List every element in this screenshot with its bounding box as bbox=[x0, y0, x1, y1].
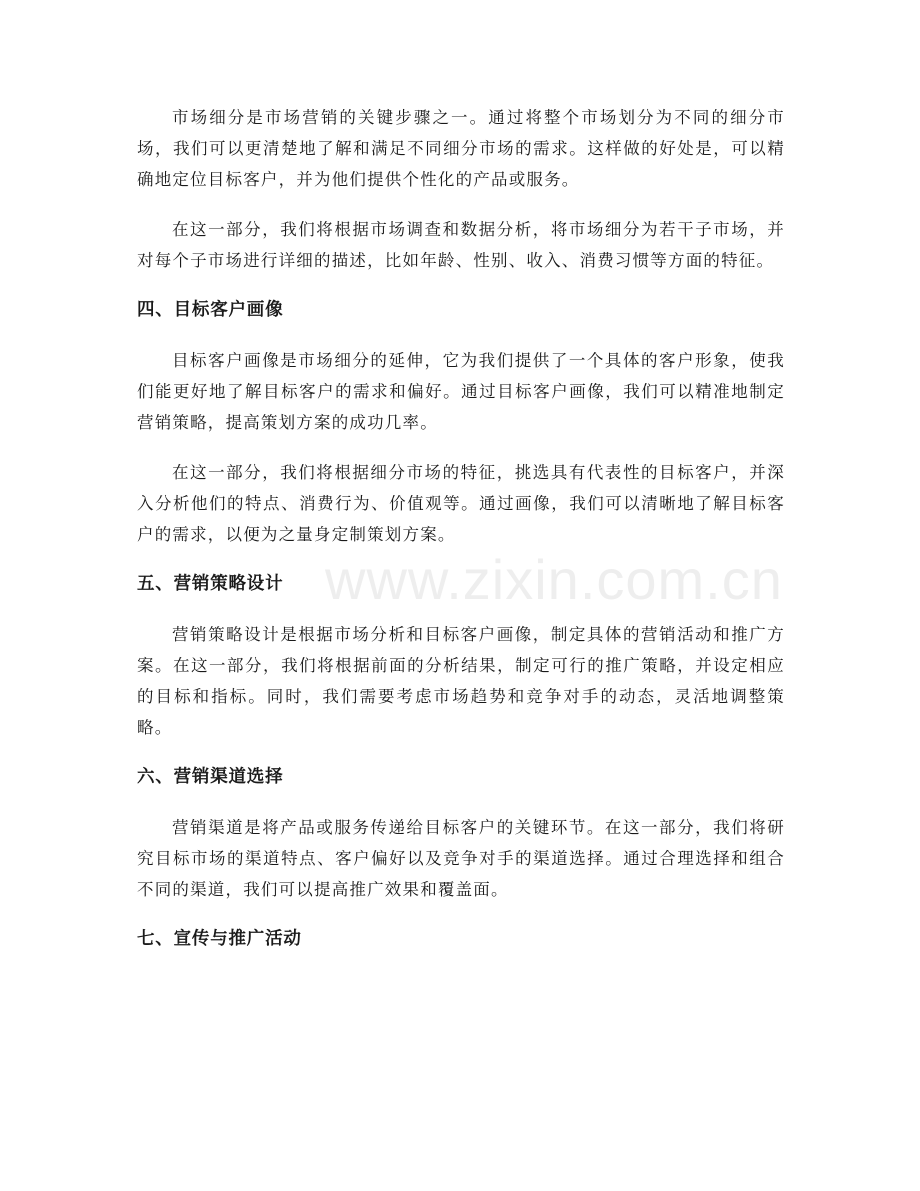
paragraph-market-segmentation-intro: 市场细分是市场营销的关键步骤之一。通过将整个市场划分为不同的细分市场，我们可以更清楚地了解和满足不同细分市场的需求。这样做的好处是，可以精确地定位目标客户，并为他们提供个性化的产品或服务。 bbox=[137, 108, 785, 189]
watermark: www.zixin.com.cn bbox=[325, 548, 783, 611]
paragraph-market-segmentation-detail: 在这一部分，我们将根据市场调查和数据分析，将市场细分为若干子市场，并对每个子市场进行详细的描述，比如年龄、性别、收入、消费习惯等方面的特征。 bbox=[137, 220, 785, 270]
section-heading-marketing-channels: 六、营销渠道选择 bbox=[137, 767, 284, 787]
paragraph-customer-profile-intro: 目标客户画像是市场细分的延伸，它为我们提供了一个具体的客户形象，使我们能更好地了解目标客户的需求和偏好。通过目标客户画像，我们可以精准地制定营销策略，提高策划方案的成功几率。 bbox=[137, 351, 785, 432]
section-heading-marketing-strategy: 五、营销策略设计 bbox=[137, 574, 284, 594]
section-heading-promotion-activities: 七、宣传与推广活动 bbox=[137, 929, 302, 949]
section-heading-target-customer-profile: 四、目标客户画像 bbox=[137, 300, 284, 320]
paragraph-marketing-strategy: 营销策略设计是根据市场分析和目标客户画像，制定具体的营销活动和推广方案。在这一部分，我们将根据前面的分析结果，制定可行的推广策略，并设定相应的目标和指标。同时，我们需要考虑市场趋势和竞争对手的动态，灵活地调整策略。 bbox=[137, 625, 785, 737]
paragraph-marketing-channels: 营销渠道是将产品或服务传递给目标客户的关键环节。在这一部分，我们将研究目标市场的渠道特点、客户偏好以及竞争对手的渠道选择。通过合理选择和组合不同的渠道，我们可以提高推广效果和覆盖面。 bbox=[137, 818, 785, 899]
document-body bbox=[137, 102, 785, 974]
paragraph-customer-profile-detail: 在这一部分，我们将根据细分市场的特征，挑选具有代表性的目标客户，并深入分析他们的特点、消费行为、价值观等。通过画像，我们可以清晰地了解目标客户的需求，以便为之量身定制策划方案。 bbox=[137, 463, 785, 544]
